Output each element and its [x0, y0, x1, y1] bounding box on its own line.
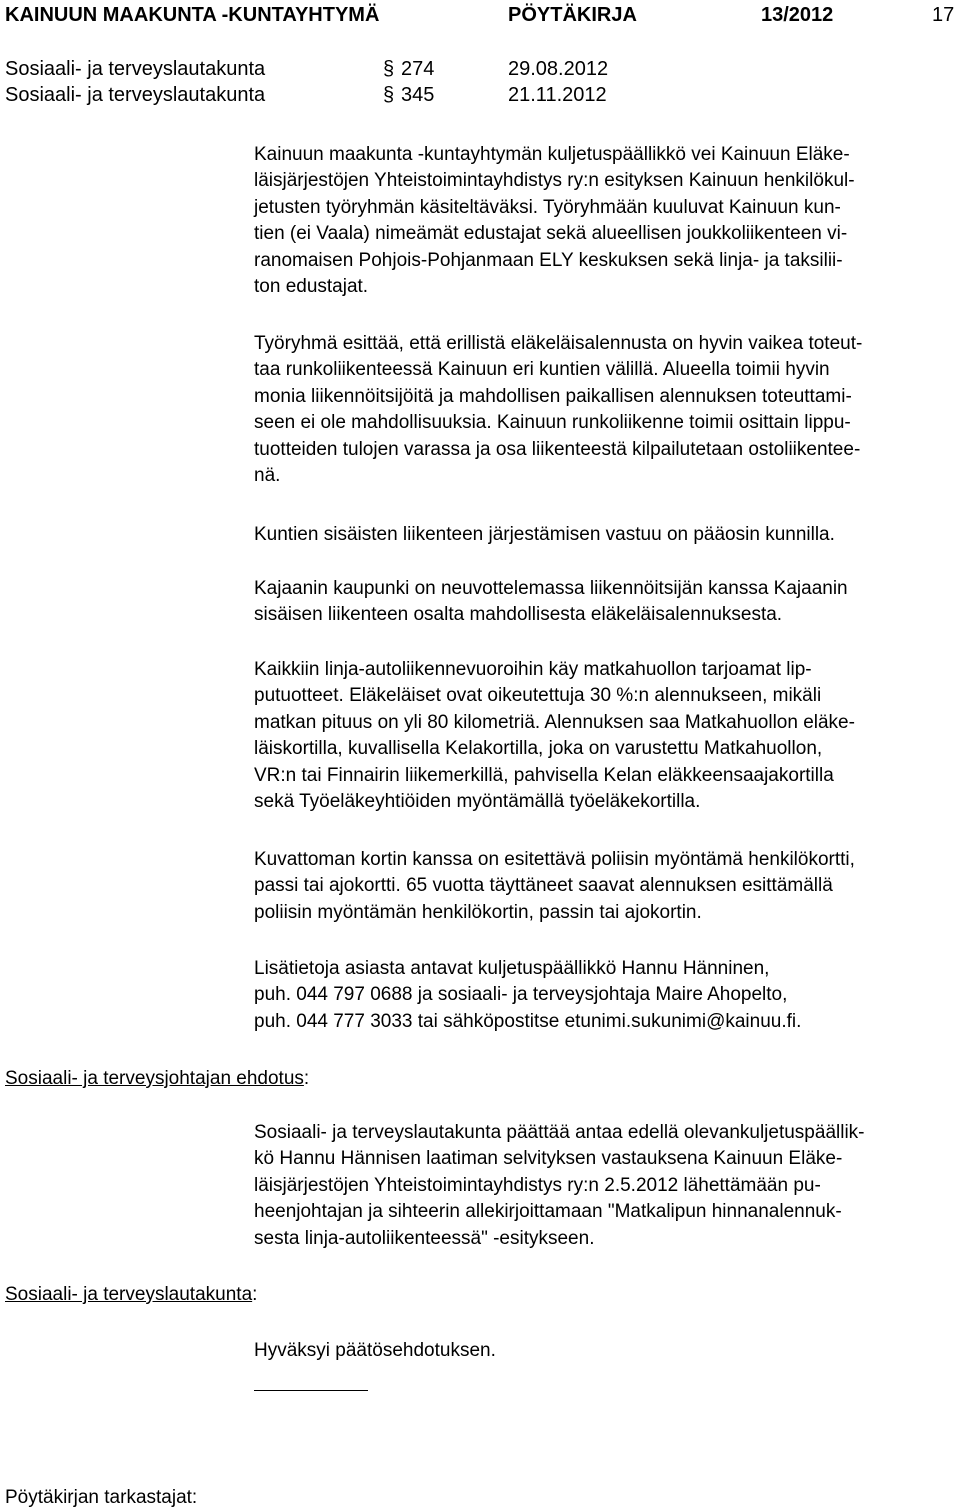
- text-line: seen ei ole mahdollisuuksia. Kainuun runkoliikenne toimii osittain lippu-: [254, 412, 851, 434]
- label-colon: :: [303, 1068, 310, 1089]
- reference-date: 21.11.2012: [508, 84, 607, 106]
- text-line: Kuntien sisäisten liikenteen järjestämisen vastuu on pääosin kunnilla.: [254, 524, 835, 545]
- text-line: ranomaisen Pohjois-Pohjanmaan ELY keskuksen sekä linja- ja taksilii-: [254, 249, 843, 271]
- text-line: nä.: [254, 465, 281, 487]
- text-line: ton edustajat.: [254, 276, 369, 298]
- label-colon: :: [252, 1284, 258, 1305]
- text-line: Kainuun maakunta -kuntayhtymän kuljetuspäällikkö vei Kainuun Eläke-: [254, 144, 850, 165]
- document-number: 13/2012: [761, 4, 834, 26]
- paragraph-background: [254, 142, 954, 300]
- paragraph-proposal: [254, 1120, 954, 1252]
- paragraph-kajaani: [254, 576, 954, 629]
- text-line: Kajaanin kaupunki on neuvottelemassa liikennöitsijän kanssa Kajaanin: [254, 578, 848, 599]
- text-line: Kaikkiin linja-autoliikennevuoroihin käy matkahuollon tarjoamat lip-: [254, 659, 812, 680]
- text-line: Hyväksyi päätösehdotuksen.: [254, 1340, 496, 1361]
- text-line: tuotteiden tulojen varassa ja osa liikenteestä kilpailutetaan ostoliikentee-: [254, 438, 861, 460]
- text-line: matkan pituus on yli 80 kilometriä. Alennuksen saa Matkahuollon eläke-: [254, 711, 855, 733]
- text-line: Työryhmä esittää, että erillistä eläkeläisalennusta on hyvin vaikea toteut-: [254, 333, 863, 354]
- text-line: sisäisen liikenteen osalta mahdollisesta eläkeläisalennuksesta.: [254, 604, 783, 626]
- section-mark-icon: §: [383, 84, 395, 106]
- text-line: Lisätietoja asiasta antavat kuljetuspäällikkö Hannu Hänninen,: [254, 958, 770, 979]
- board-label-text: Sosiaali- ja terveyslautakunta: [5, 1284, 253, 1305]
- text-line: heenjohtajan ja sihteerin allekirjoittamaan "Matkalipun hinnanalennuk-: [254, 1201, 842, 1223]
- page-number: 17: [932, 4, 955, 26]
- paragraph-working-group: [254, 331, 954, 489]
- text-line: Sosiaali- ja terveyslautakunta päättää antaa edellä olevankuljetuspäällik-: [254, 1122, 865, 1143]
- text-line: taa runkoliikenteessä Kainuun eri kuntien välillä. Alueella toimii hyvin: [254, 359, 830, 381]
- text-line: VR:n tai Finnairin liikemerkillä, pahvisella Kelan eläkkeensaajakortilla: [254, 764, 834, 786]
- text-line: läisjärjestöjen Yhteistoimintayhdistys ry:n 2.5.2012 lähettämään pu-: [254, 1174, 821, 1196]
- paragraph-id-card: [254, 847, 954, 926]
- text-line: sekä Työeläkeyhtiöiden myöntämällä työeläkekortilla.: [254, 791, 701, 813]
- signature-line: [254, 1390, 368, 1391]
- paragraph-decision: [254, 1338, 954, 1364]
- text-line: jetusten työryhmän käsiteltäväksi. Työryhmään kuuluvat Kainuun kun-: [254, 196, 841, 218]
- text-line: puh. 044 797 0688 ja sosiaali- ja terveysjohtaja Maire Ahopelto,: [254, 984, 788, 1006]
- text-line: Kuvattoman kortin kanssa on esitettävä poliisin myöntämä henkilökortti,: [254, 849, 855, 870]
- reference-body: Sosiaali- ja terveyslautakunta: [5, 84, 266, 106]
- text-line: puh. 044 777 3033 tai sähköpostitse etunimi.sukunimi@kainuu.fi.: [254, 1010, 802, 1032]
- board-label: [5, 1282, 257, 1308]
- text-line: putuotteet. Eläkeläiset ovat oikeutettuja 30 %:n alennukseen, mikäli: [254, 685, 822, 707]
- reference-date: 29.08.2012: [508, 58, 609, 80]
- text-line: läisjärjestöjen Yhteistoimintayhdistys ry:n esityksen Kainuun henkilökul-: [254, 170, 855, 192]
- text-line: passi tai ajokortti. 65 vuotta täyttäneet saavat alennuksen esittämällä: [254, 875, 833, 897]
- paragraph-contact-info: [254, 956, 954, 1035]
- reference-section: 345: [401, 84, 435, 106]
- text-line: poliisin myöntämän henkilökortin, passin tai ajokortin.: [254, 901, 702, 923]
- text-line: tien (ei Vaala) nimeämät edustajat sekä alueellisen joukkoliikenteen vi-: [254, 223, 848, 245]
- text-line: monia liikennöitsijöitä ja mahdollisen paikallisen alennuksen toteuttami-: [254, 385, 852, 407]
- text-line: kö Hannu Hännisen laatiman selvityksen vastauksena Kainuun Eläke-: [254, 1148, 843, 1170]
- proposal-label: [5, 1066, 309, 1092]
- text-line: sesta linja-autoliikenteessä" -esitykseen.: [254, 1227, 595, 1249]
- text-line: läiskortilla, kuvallisella Kelakortilla, joka on varustettu Matkahuollon,: [254, 738, 823, 760]
- organization-name: KAINUUN MAAKUNTA -KUNTAYHTYMÄ: [5, 4, 380, 26]
- proposal-label-text: Sosiaali- ja terveysjohtajan ehdotus: [5, 1068, 304, 1089]
- reference-section: 274: [401, 58, 435, 80]
- paragraph-matkahuolto: [254, 657, 954, 815]
- document-type: PÖYTÄKIRJA: [508, 4, 637, 26]
- section-mark-icon: §: [383, 58, 395, 80]
- reviewers-label: Pöytäkirjan tarkastajat:: [5, 1487, 198, 1508]
- reference-body: Sosiaali- ja terveyslautakunta: [5, 58, 266, 80]
- paragraph-municipal-traffic: [254, 522, 954, 548]
